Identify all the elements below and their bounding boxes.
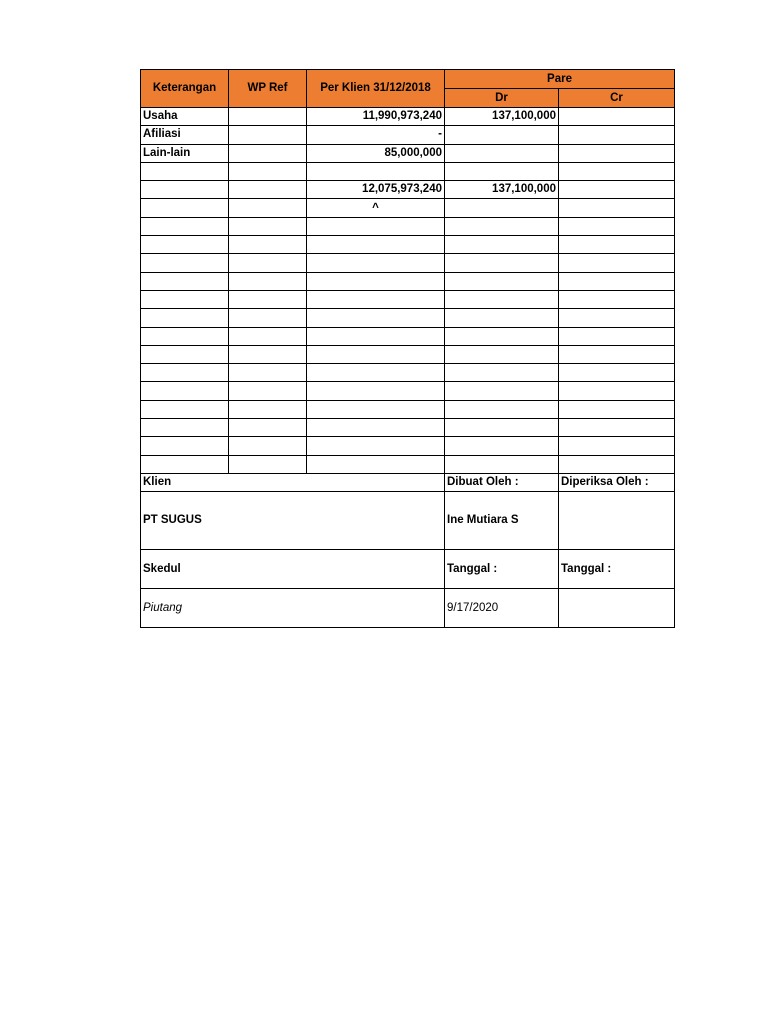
empty-cell bbox=[559, 236, 675, 254]
header-pare: Pare bbox=[445, 70, 675, 89]
empty-cell bbox=[559, 272, 675, 290]
footer-label-row bbox=[141, 473, 675, 491]
empty-cell bbox=[445, 309, 559, 327]
empty-cell bbox=[307, 309, 445, 327]
row-keterangan: Afiliasi bbox=[141, 126, 229, 144]
empty-cell bbox=[307, 290, 445, 308]
skedul-value: Piutang bbox=[141, 589, 445, 628]
tanggal-diperiksa-value bbox=[559, 589, 675, 628]
row-wp-ref bbox=[229, 144, 307, 162]
empty-row bbox=[141, 309, 675, 327]
row-cr bbox=[559, 181, 675, 199]
row-dr bbox=[445, 199, 559, 217]
header-dr: Dr bbox=[445, 89, 559, 108]
empty-cell bbox=[307, 455, 445, 473]
tanggal-label-dibuat: Tanggal : bbox=[445, 550, 559, 589]
row-dr bbox=[445, 162, 559, 180]
row-dr bbox=[445, 126, 559, 144]
empty-cell bbox=[445, 400, 559, 418]
footer-value-row bbox=[141, 492, 675, 550]
dibuat-oleh-label: Dibuat Oleh : bbox=[445, 473, 559, 491]
total-per-klien: 12,075,973,240 bbox=[307, 181, 445, 199]
footer-date-row bbox=[141, 589, 675, 628]
row-wp-ref bbox=[229, 126, 307, 144]
empty-cell bbox=[445, 327, 559, 345]
empty-cell bbox=[141, 455, 229, 473]
empty-cell bbox=[559, 254, 675, 272]
empty-cell bbox=[307, 254, 445, 272]
table-row bbox=[141, 162, 675, 180]
empty-cell bbox=[445, 455, 559, 473]
empty-cell bbox=[559, 290, 675, 308]
header-wp-ref: WP Ref bbox=[229, 70, 307, 108]
tanggal-label-diperiksa: Tanggal : bbox=[559, 550, 675, 589]
empty-cell bbox=[559, 364, 675, 382]
row-cr bbox=[559, 199, 675, 217]
row-dr: 137,100,000 bbox=[445, 108, 559, 126]
empty-cell bbox=[229, 400, 307, 418]
empty-cell bbox=[307, 437, 445, 455]
empty-row bbox=[141, 217, 675, 235]
table-row bbox=[141, 144, 675, 162]
empty-cell bbox=[229, 437, 307, 455]
empty-cell bbox=[559, 345, 675, 363]
empty-cell bbox=[559, 419, 675, 437]
row-wp-ref bbox=[229, 181, 307, 199]
empty-row bbox=[141, 327, 675, 345]
diperiksa-oleh-value bbox=[559, 492, 675, 550]
empty-cell bbox=[141, 217, 229, 235]
header-keterangan: Keterangan bbox=[141, 70, 229, 108]
row-per-klien: 85,000,000 bbox=[307, 144, 445, 162]
empty-row bbox=[141, 419, 675, 437]
empty-cell bbox=[141, 236, 229, 254]
row-cr bbox=[559, 108, 675, 126]
empty-cell bbox=[141, 400, 229, 418]
empty-cell bbox=[445, 254, 559, 272]
empty-cell bbox=[307, 382, 445, 400]
tanggal-value: 9/17/2020 bbox=[445, 589, 559, 628]
tickmark: ^ bbox=[307, 199, 445, 217]
total-row bbox=[141, 181, 675, 199]
empty-row bbox=[141, 290, 675, 308]
row-per-klien: - bbox=[307, 126, 445, 144]
empty-cell bbox=[307, 419, 445, 437]
empty-cell bbox=[445, 419, 559, 437]
header-row bbox=[141, 70, 675, 89]
empty-cell bbox=[229, 382, 307, 400]
empty-row bbox=[141, 254, 675, 272]
empty-row bbox=[141, 400, 675, 418]
header-cr: Cr bbox=[559, 89, 675, 108]
empty-cell bbox=[559, 400, 675, 418]
empty-cell bbox=[229, 327, 307, 345]
empty-cell bbox=[229, 364, 307, 382]
empty-cell bbox=[445, 345, 559, 363]
empty-cell bbox=[141, 272, 229, 290]
row-wp-ref bbox=[229, 108, 307, 126]
empty-cell bbox=[445, 272, 559, 290]
empty-cell bbox=[307, 364, 445, 382]
klien-value: PT SUGUS bbox=[141, 492, 445, 550]
empty-cell bbox=[559, 455, 675, 473]
row-keterangan: Usaha bbox=[141, 108, 229, 126]
empty-cell bbox=[307, 400, 445, 418]
empty-cell bbox=[229, 455, 307, 473]
header-per-klien: Per Klien 31/12/2018 bbox=[307, 70, 445, 108]
table-row bbox=[141, 108, 675, 126]
empty-cell bbox=[307, 272, 445, 290]
empty-cell bbox=[445, 364, 559, 382]
empty-cell bbox=[559, 437, 675, 455]
empty-cell bbox=[445, 217, 559, 235]
empty-row bbox=[141, 345, 675, 363]
empty-cell bbox=[141, 437, 229, 455]
empty-cell bbox=[141, 290, 229, 308]
working-paper-table bbox=[140, 69, 675, 628]
empty-cell bbox=[229, 345, 307, 363]
row-cr bbox=[559, 162, 675, 180]
row-keterangan bbox=[141, 181, 229, 199]
empty-cell bbox=[445, 290, 559, 308]
empty-cell bbox=[141, 345, 229, 363]
row-cr bbox=[559, 126, 675, 144]
empty-cell bbox=[559, 217, 675, 235]
row-keterangan: Lain-lain bbox=[141, 144, 229, 162]
empty-cell bbox=[229, 272, 307, 290]
empty-cell bbox=[141, 327, 229, 345]
empty-cell bbox=[141, 382, 229, 400]
empty-cell bbox=[229, 236, 307, 254]
empty-cell bbox=[559, 309, 675, 327]
empty-cell bbox=[307, 345, 445, 363]
empty-cell bbox=[559, 327, 675, 345]
empty-cell bbox=[141, 254, 229, 272]
row-cr bbox=[559, 144, 675, 162]
empty-cell bbox=[445, 437, 559, 455]
empty-cell bbox=[445, 236, 559, 254]
table-row bbox=[141, 126, 675, 144]
diperiksa-oleh-label: Diperiksa Oleh : bbox=[559, 473, 675, 491]
empty-row bbox=[141, 455, 675, 473]
row-dr bbox=[445, 144, 559, 162]
row-per-klien: 11,990,973,240 bbox=[307, 108, 445, 126]
empty-cell bbox=[307, 217, 445, 235]
empty-cell bbox=[229, 254, 307, 272]
row-keterangan bbox=[141, 162, 229, 180]
row-wp-ref bbox=[229, 199, 307, 217]
empty-cell bbox=[229, 309, 307, 327]
empty-cell bbox=[307, 236, 445, 254]
row-per-klien bbox=[307, 162, 445, 180]
empty-cell bbox=[559, 382, 675, 400]
empty-cell bbox=[307, 327, 445, 345]
empty-cell bbox=[229, 290, 307, 308]
empty-row bbox=[141, 437, 675, 455]
footer-skedul-row bbox=[141, 550, 675, 589]
klien-label: Klien bbox=[141, 473, 445, 491]
empty-cell bbox=[141, 419, 229, 437]
empty-cell bbox=[445, 382, 559, 400]
row-keterangan bbox=[141, 199, 229, 217]
empty-cell bbox=[229, 419, 307, 437]
row-wp-ref bbox=[229, 162, 307, 180]
skedul-label: Skedul bbox=[141, 550, 445, 589]
empty-cell bbox=[141, 309, 229, 327]
total-dr: 137,100,000 bbox=[445, 181, 559, 199]
tickmark-row bbox=[141, 199, 675, 217]
empty-row bbox=[141, 364, 675, 382]
dibuat-oleh-value: Ine Mutiara S bbox=[445, 492, 559, 550]
empty-row bbox=[141, 236, 675, 254]
empty-row bbox=[141, 272, 675, 290]
empty-cell bbox=[229, 217, 307, 235]
empty-cell bbox=[141, 364, 229, 382]
empty-row bbox=[141, 382, 675, 400]
